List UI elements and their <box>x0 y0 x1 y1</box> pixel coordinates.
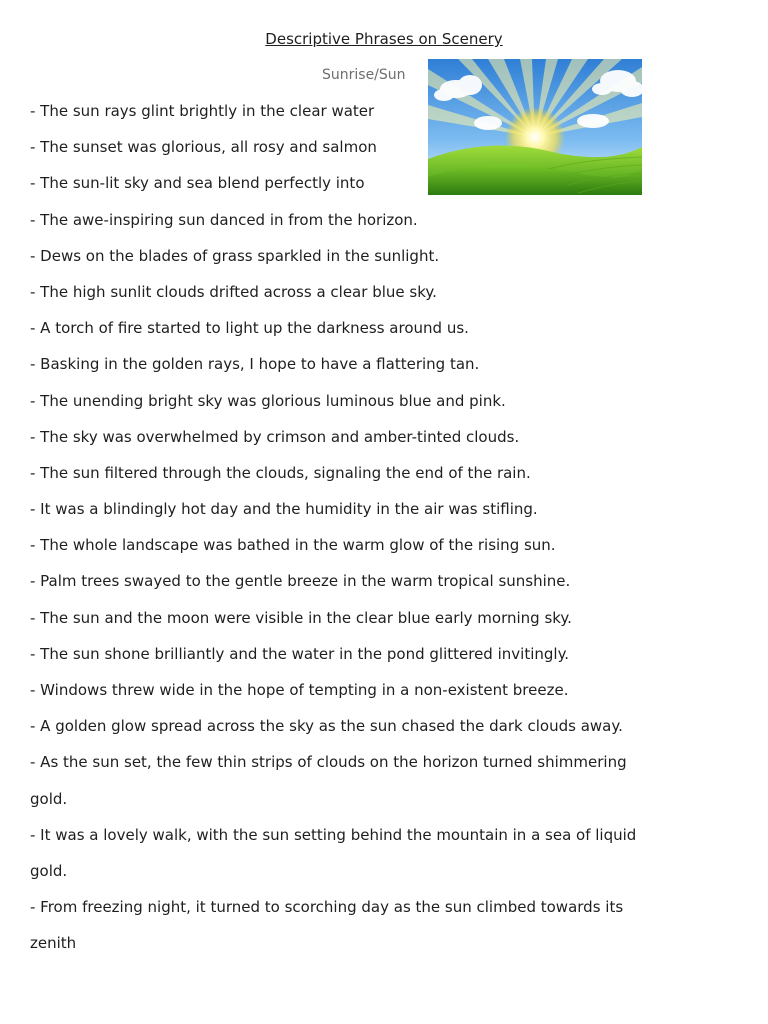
phrase-line: - Basking in the golden rays, I hope to have a flattering tan. <box>30 355 480 374</box>
phrase-line-continued: gold. <box>30 861 68 880</box>
phrase-line: - From freezing night, it turned to scorching day as the sun climbed towards its <box>30 898 624 917</box>
section-subtitle: Sunrise/Sun <box>322 67 406 83</box>
phrase-line-continued: gold. <box>30 789 68 808</box>
phrase-line: - The awe-inspiring sun danced in from the horizon. <box>30 210 418 229</box>
phrase-line: - The sky was overwhelmed by crimson and amber-tinted clouds. <box>30 427 520 446</box>
phrase-line: - Windows threw wide in the hope of tempting in a non-existent breeze. <box>30 681 569 699</box>
phrase-line: - Palm trees swayed to the gentle breeze in the warm tropical sunshine. <box>30 572 571 591</box>
phrase-line: - As the sun set, the few thin strips of clouds on the horizon turned shimmering <box>30 753 627 772</box>
phrase-line: - It was a blindingly hot day and the humidity in the air was stifling. <box>30 500 538 519</box>
phrase-line: - The sun-lit sky and sea blend perfectly into <box>30 174 365 193</box>
phrase-line: - The sun and the moon were visible in the clear blue early morning sky. <box>30 608 572 627</box>
phrase-line: - The sunset was glorious, all rosy and salmon <box>30 138 377 157</box>
phrase-line: - The whole landscape was bathed in the warm glow of the rising sun. <box>30 536 556 555</box>
phrase-list <box>30 93 730 962</box>
phrase-line: - A torch of fire started to light up the darkness around us. <box>30 319 469 338</box>
phrase-line: - The sun filtered through the clouds, signaling the end of the rain. <box>30 463 531 482</box>
phrase-line: - The unending bright sky was glorious luminous blue and pink. <box>30 391 506 410</box>
phrase-line: - It was a lovely walk, with the sun setting behind the mountain in a sea of liquid <box>30 825 637 844</box>
phrase-line-continued: zenith <box>30 934 77 953</box>
page-title: Descriptive Phrases on Scenery <box>265 30 503 48</box>
phrase-line: - The sun rays glint brightly in the clear water <box>30 102 375 120</box>
phrase-line: - A golden glow spread across the sky as the sun chased the dark clouds away. <box>30 717 623 736</box>
phrase-line: - The high sunlit clouds drifted across a clear blue sky. <box>30 282 437 301</box>
phrase-line: - Dews on the blades of grass sparkled in the sunlight. <box>30 246 440 265</box>
phrase-line: - The sun shone brilliantly and the water in the pond glittered invitingly. <box>30 644 570 663</box>
